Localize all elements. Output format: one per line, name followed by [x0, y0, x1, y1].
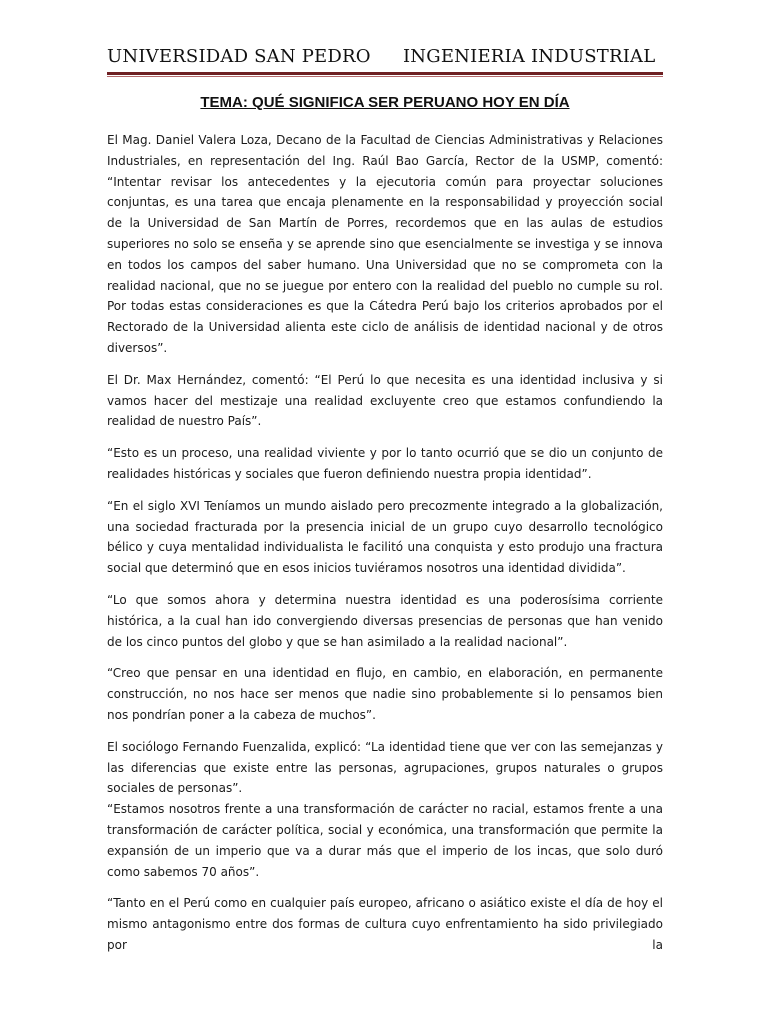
paragraph: El sociólogo Fernando Fuenzalida, explicó: “La identidad tiene que ver con las semejanzas y las diferencias que existe entre las personas, agrupaciones, grupos naturales o grupos sociales de personas”. — [107, 739, 663, 796]
header-rule — [107, 72, 663, 75]
header-department: INGENIERIA INDUSTRIAL — [403, 46, 656, 67]
paragraph: “En el siglo XVI Teníamos un mundo aislado pero precozmente integrado a la globalización, una sociedad fracturada por la presencia inicial de un grupo cuyo desarrollo tecnológico bélico y cuya mentalidad individualista le facilitó una conquista y esto produjo una fractura social que determinó que en esos inicios tuviéramos nosotros una identidad dividida”. — [107, 498, 663, 576]
paragraph: “Tanto en el Perú como en cualquier país europeo, africano o asiático existe el día de hoy el mismo antagonismo entre dos formas de cultura cuyo enfrentamiento ha sido privilegiado por la — [107, 896, 663, 952]
paragraph: “Creo que pensar en una identidad en flujo, en cambio, en elaboración, en permanente construcción, no nos hace ser menos que nadie sino probablemente si lo pensamos bien nos pondrían poner a la cabeza de muchos”. — [107, 666, 663, 722]
page-header — [107, 46, 663, 72]
paragraph: El Dr. Max Hernández, comentó: “El Perú lo que necesita es una identidad inclusiva y si vamos hacer del mestizaje una realidad excluyente creo que estamos confundiendo la realidad de nuestro País”. — [107, 372, 663, 429]
paragraph: “Esto es un proceso, una realidad viviente y por lo tanto ocurrió que se dio un conjunto de realidades históricas y sociales que fueron definiendo nuestra propia identidad”. — [107, 446, 663, 481]
document-title: TEMA: QUÉ SIGNIFICA SER PERUANO HOY EN DÍA — [200, 94, 570, 111]
header-rule-thin — [107, 76, 663, 77]
paragraph: El Mag. Daniel Valera Loza, Decano de la Facultad de Ciencias Administrativas y Relaciones Industriales, en representación del Ing. Raúl Bao García, Rector de la USMP, comentó: “Intentar revisar los antecedentes y la ejecutoria común para proyectar soluciones conjuntas, es una tarea que encaja plenamente en la responsabilidad y proyección social de la Universidad de San Martín de Porres, recordemos que en las aulas de estudios superiores no solo se enseña y se aprende sino que esencialmente se investiga y se innova en todos los campos del saber humano. Una Universidad que no se comprometa con la realidad nacional, que no se juegue por entero con la realidad del pueblo no cumple su rol. Por todas estas consideraciones es que la Cátedra Perú bajo los criterios aprobados por el Rectorado de la Universidad alienta este ciclo de análisis de identidad nacional y de otros diversos”. — [107, 133, 663, 355]
paragraph: “Lo que somos ahora y determina nuestra identidad es una poderosísima corriente histórica, a la cual han ido convergiendo diversas presencias de personas que han venido de los cinco puntos del globo y que se han asimilado a la realidad nacional”. — [107, 592, 663, 649]
paragraph: “Estamos nosotros frente a una transformación de carácter no racial, estamos frente a una transformación de carácter política, social y económica, una transformación que permite la expansión de un imperio que va a durar más que el imperio de los incas, que solo duró como sabemos 70 años”. — [107, 802, 663, 879]
document-body — [107, 130, 663, 967]
header-university: UNIVERSIDAD SAN PEDRO — [107, 46, 371, 67]
